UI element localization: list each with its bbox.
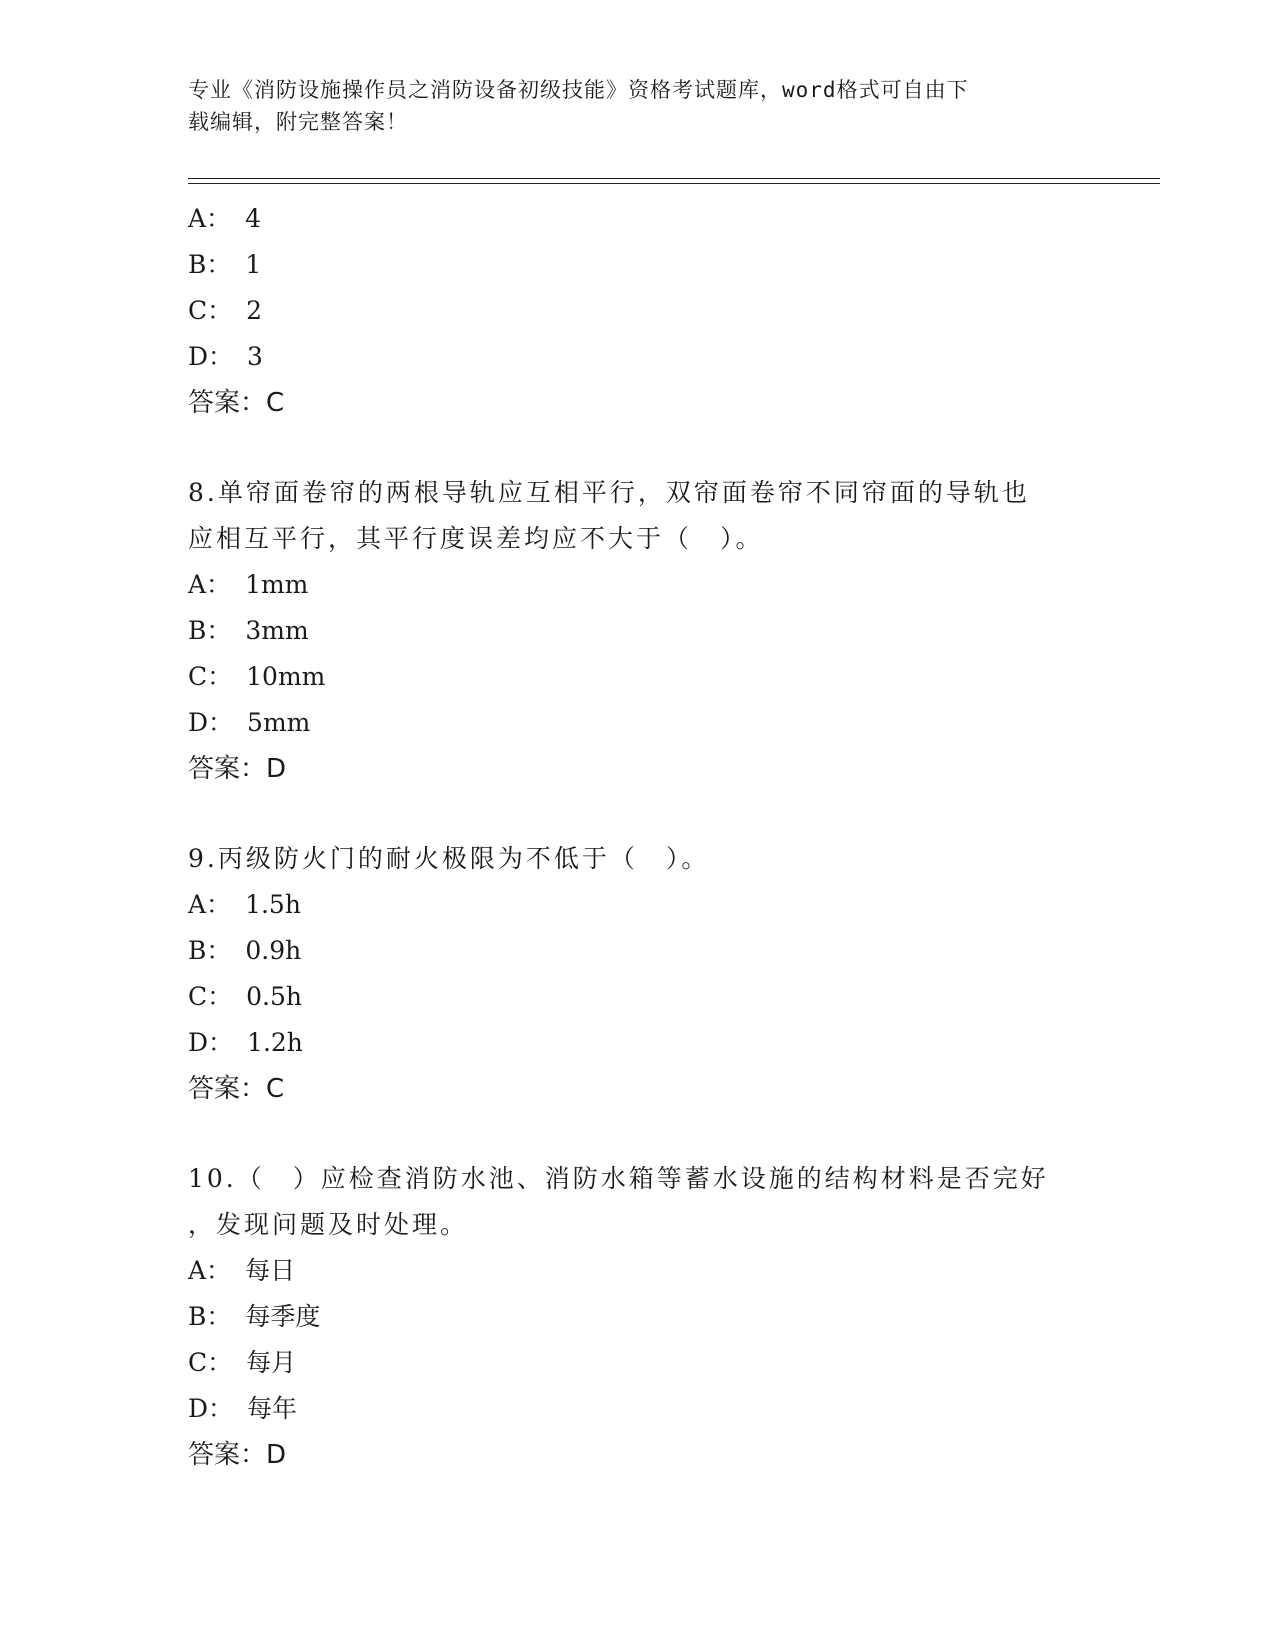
header-line-1: 专业《消防设施操作员之消防设备初级技能》资格考试题库，word格式可自由下: [188, 78, 969, 102]
option-d: D： 1.2h: [188, 1028, 303, 1057]
option-a: A： 1mm: [188, 570, 309, 599]
option-d: D： 3: [188, 342, 263, 371]
question-9: [188, 836, 1088, 1112]
question-7-tail: [188, 196, 1088, 426]
question-8: [188, 470, 1088, 792]
option-a: A： 4: [188, 204, 261, 233]
answer: 答案：C: [188, 1074, 285, 1104]
header-rule-bottom: [188, 183, 1160, 184]
question-text: [188, 470, 1088, 562]
option-c: C： 0.5h: [188, 982, 302, 1011]
question-line-2: ，发现问题及时处理。: [188, 1210, 469, 1239]
document-header: [188, 74, 1088, 138]
option-c: C： 每月: [188, 1348, 297, 1377]
question-line-2: 应相互平行，其平行度误差均应不大于（ ）。: [188, 524, 764, 553]
option-b: B： 每季度: [188, 1302, 321, 1331]
header-rule-top: [188, 178, 1160, 179]
option-b: B： 0.9h: [188, 936, 302, 965]
option-c: C： 2: [188, 296, 263, 325]
option-b: B： 1: [188, 250, 262, 279]
answer: 答案：C: [188, 388, 285, 418]
question-text: [188, 836, 1088, 882]
header-line-2: 载编辑，附完整答案！: [188, 110, 408, 134]
question-line-1: 8.单帘面卷帘的两根导轨应互相平行，双帘面卷帘不同帘面的导轨也: [188, 478, 1030, 507]
question-line-1: 10.（ ）应检查消防水池、消防水箱等蓄水设施的结构材料是否完好: [188, 1164, 1049, 1193]
option-d: D： 每年: [188, 1394, 298, 1423]
question-line-1: 9.丙级防火门的耐火极限为不低于（ ）。: [188, 844, 710, 873]
answer: 答案：D: [188, 754, 287, 784]
option-a: A： 1.5h: [188, 890, 301, 919]
option-b: B： 3mm: [188, 616, 309, 645]
option-d: D： 5mm: [188, 708, 311, 737]
option-a: A： 每日: [188, 1256, 296, 1285]
question-text: [188, 1156, 1088, 1248]
question-10: [188, 1156, 1088, 1478]
answer: 答案：D: [188, 1440, 287, 1470]
question-list: [188, 196, 1088, 1478]
option-c: C： 10mm: [188, 662, 326, 691]
